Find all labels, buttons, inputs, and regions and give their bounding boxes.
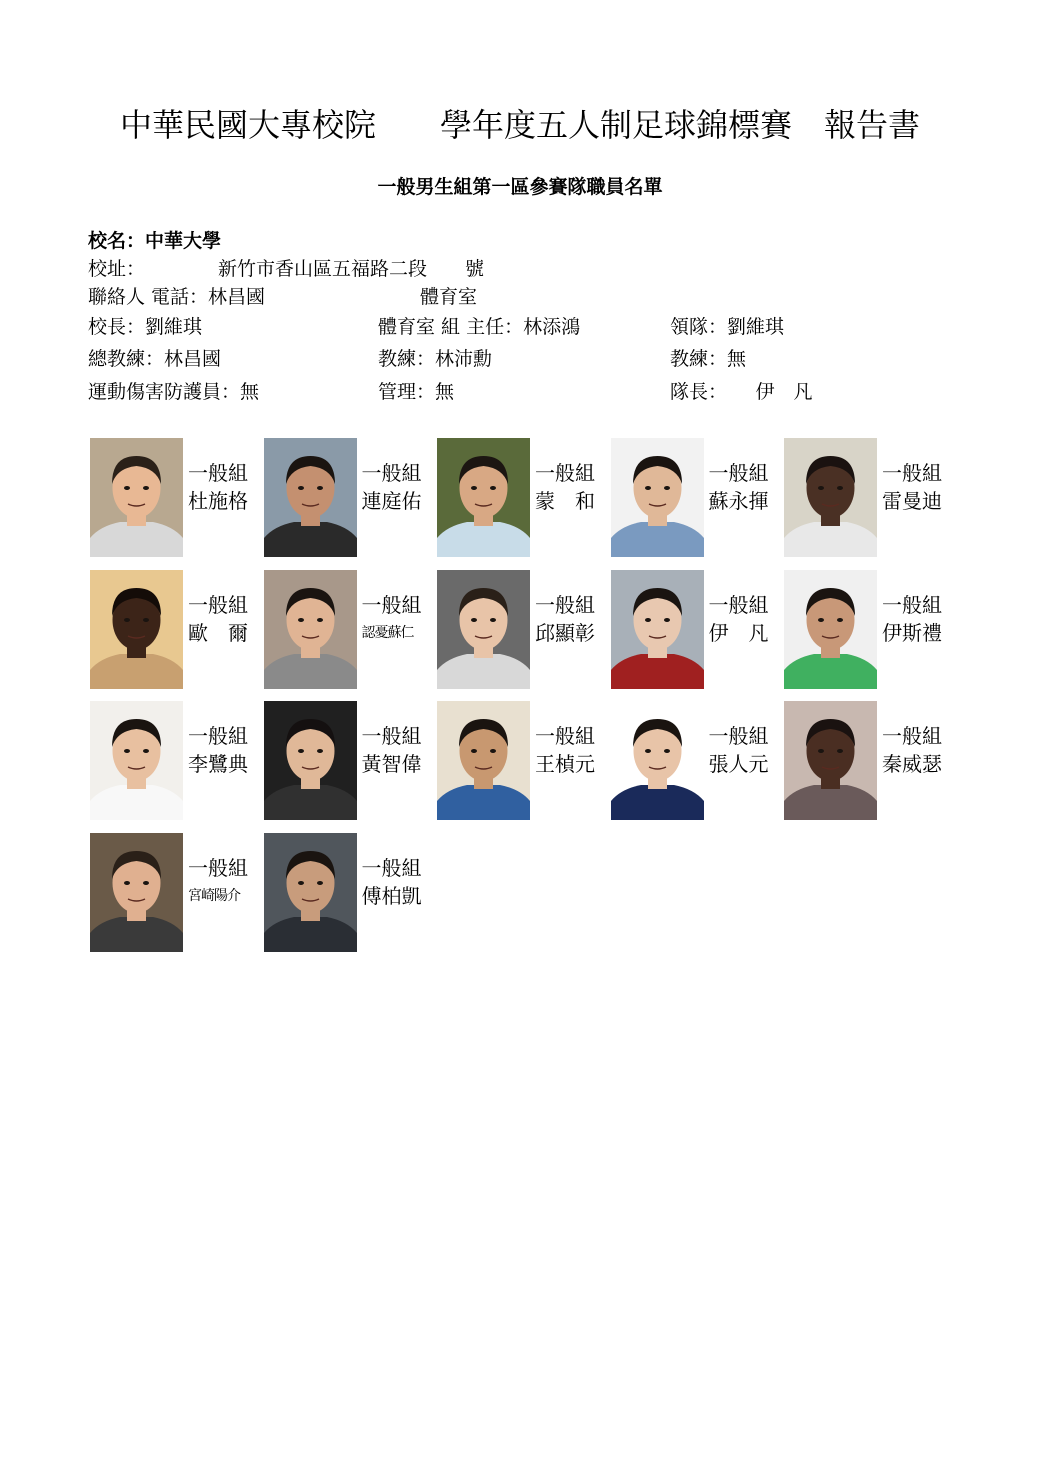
page-title: 中華民國大專校院 學年度五人制足球錦標賽 報告書: [119, 106, 920, 144]
player-photo: [784, 570, 877, 689]
player-photo: [437, 701, 530, 820]
player-photo: [264, 701, 357, 820]
player-group: 一般組: [188, 724, 248, 748]
player-photo: [784, 701, 877, 820]
player-name: 杜施格: [188, 489, 248, 513]
player-card: [264, 570, 434, 690]
head-coach: 總教練：林昌國: [88, 348, 222, 370]
coach-2: 教練：無: [670, 348, 747, 370]
player-caption: [362, 722, 422, 778]
player-name: 邱顯彰: [535, 620, 595, 645]
player-photo: [437, 438, 530, 557]
player-group: 一般組: [708, 592, 769, 617]
player-name: 認憂蘇仁: [361, 624, 414, 641]
player-photo: [264, 570, 357, 689]
player-group: 一般組: [535, 461, 595, 485]
player-caption: [709, 591, 769, 647]
player-group: 一般組: [361, 855, 422, 880]
player-card: [90, 570, 260, 690]
player-name: 傅柏凱: [361, 883, 422, 908]
page-subtitle: 一般男生組第一區參賽隊職員名單: [377, 176, 663, 198]
player-name: 宮崎陽介: [188, 887, 240, 904]
player-group: 一般組: [882, 461, 942, 485]
principal: 校長：劉維琪: [88, 316, 203, 338]
player-name: 王楨元: [535, 752, 595, 776]
player-photo: [611, 701, 704, 820]
player-caption: [709, 722, 769, 778]
player-group: 一般組: [535, 724, 595, 748]
player-group: 一般組: [188, 855, 248, 880]
player-name: 李鷺典: [188, 752, 248, 776]
player-card: [90, 438, 260, 558]
player-photo: [90, 833, 183, 952]
player-card: [437, 701, 607, 821]
player-group: 一般組: [361, 592, 422, 617]
player-name: 蘇永揮: [708, 489, 769, 513]
player-photo: [90, 701, 183, 820]
staff-row-3: [88, 377, 988, 407]
player-photo: [611, 570, 704, 689]
player-card: [264, 438, 434, 558]
manager: 管理：無: [378, 381, 455, 403]
player-caption: [882, 591, 942, 647]
player-caption: [188, 722, 248, 778]
player-caption: [362, 459, 422, 515]
player-name: 歐 爾: [188, 620, 248, 645]
player-photo: [90, 438, 183, 557]
player-card: [437, 438, 607, 558]
player-group: 一般組: [882, 724, 942, 748]
player-name: 張人元: [708, 752, 769, 776]
player-caption: [882, 722, 942, 778]
staff-row-1: [88, 312, 988, 342]
player-card: [784, 570, 954, 690]
player-card: [611, 701, 781, 821]
player-caption: [882, 459, 942, 515]
player-caption: [535, 459, 595, 515]
player-card: [90, 833, 260, 953]
staff-row-2: [88, 344, 988, 374]
trainer: 運動傷害防護員：無: [88, 381, 260, 403]
player-group: 一般組: [361, 724, 422, 748]
player-name: 雷曼迪: [882, 489, 942, 513]
player-caption: [362, 854, 422, 910]
player-group: 一般組: [882, 592, 942, 617]
player-photo: [264, 438, 357, 557]
office-director: 體育室 組 主任：林添鴻: [378, 316, 581, 338]
player-caption: [188, 591, 248, 647]
contact-line: 聯絡人 電話：林昌國: [88, 286, 266, 308]
school-name: 校名：中華大學: [88, 230, 222, 252]
player-card: [611, 570, 781, 690]
player-group: 一般組: [361, 461, 422, 485]
player-name: 蒙 和: [535, 489, 595, 513]
player-name: 秦威瑟: [882, 752, 942, 776]
player-photo: [437, 570, 530, 689]
player-caption: [709, 459, 769, 515]
player-photo: [90, 570, 183, 689]
player-group: 一般組: [708, 724, 769, 748]
player-caption: [535, 591, 595, 647]
school-address-label: 校址：: [88, 258, 146, 280]
player-card: [90, 701, 260, 821]
player-caption: [362, 591, 422, 647]
player-card: [611, 438, 781, 558]
player-card: [437, 570, 607, 690]
player-group: 一般組: [188, 592, 248, 617]
player-name: 伊 凡: [708, 620, 769, 645]
player-name: 連庭佑: [361, 489, 422, 513]
player-card: [264, 833, 434, 953]
player-caption: [188, 459, 248, 515]
school-address: 新竹市香山區五福路二段 號: [218, 258, 485, 280]
player-group: 一般組: [188, 461, 248, 485]
player-caption: [188, 854, 248, 910]
player-group: 一般組: [535, 592, 595, 617]
player-photo: [784, 438, 877, 557]
player-photo: [611, 438, 704, 557]
contact-office: 體育室: [420, 286, 478, 308]
player-photo: [264, 833, 357, 952]
player-card: [264, 701, 434, 821]
player-card: [784, 701, 954, 821]
player-card: [784, 438, 954, 558]
player-group: 一般組: [708, 461, 769, 485]
player-name: 黃智偉: [361, 752, 422, 776]
captain: 隊長： 伊 凡: [670, 381, 813, 403]
player-caption: [535, 722, 595, 778]
player-name: 伊斯禮: [882, 620, 942, 645]
coach-1: 教練：林沛勳: [378, 348, 493, 370]
team-leader: 領隊：劉維琪: [670, 316, 785, 338]
